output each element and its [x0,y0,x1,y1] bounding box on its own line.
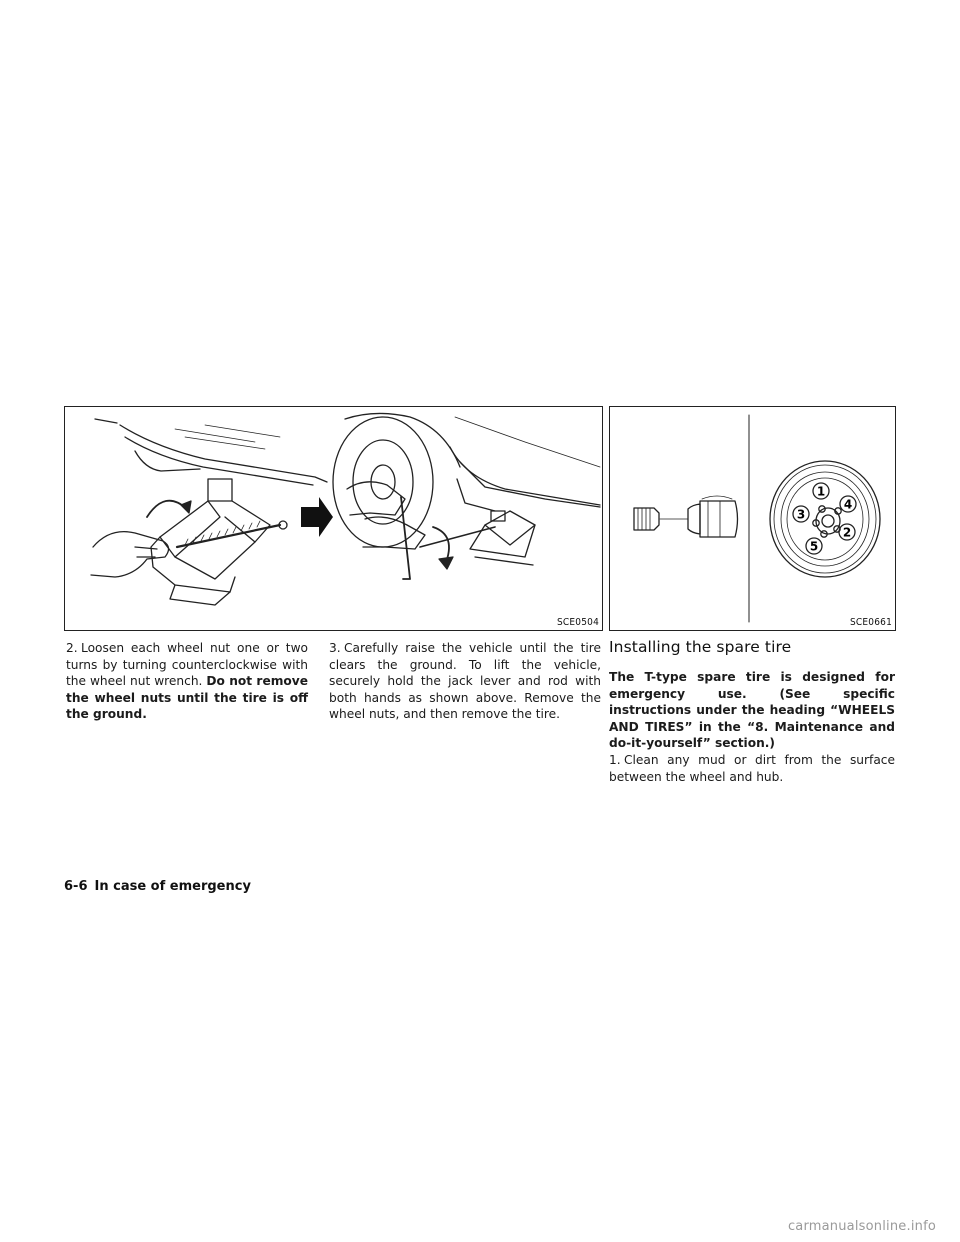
watermark: carmanualsonline.info [787,1219,936,1234]
intro-paragraph: The T-type spare tire is designed for emergency use. (See specific instructions under the heading “WHEELS AND TIRES” in the “8. Maintenance and do-it-yourself” section.) [609,670,895,751]
section-heading: Installing the spare tire [609,638,792,656]
step-text: Clean any mud or dirt from the surface between the wheel and hub. [609,752,895,784]
step-number: 1. [609,752,621,767]
nut-label-3: 3 [796,507,806,522]
step-text: Carefully raise the vehicle until the tire clears the ground. To lift the vehicle, securely hold the jack lever and rod with both hands as shown above. Remove the wheel nuts, and then remove the tire. [329,641,601,722]
nut-label-1: 1 [816,484,826,499]
page-number: 6-6 [64,879,88,894]
column-spare-tire [609,669,895,785]
wheel-nut-illustration [610,407,895,630]
step-1 [609,752,895,785]
figure-code: SCE0661 [850,617,892,628]
step-number: 3. [329,641,341,655]
jack-illustration [65,407,602,630]
step-2 [66,640,308,723]
nut-label-2: 2 [842,525,852,540]
step-number: 2. [66,641,78,655]
wheel-nut-figure [609,406,896,631]
page-footer [64,879,251,894]
step-text: Loosen each wheel nut one or two turns by turning counterclockwise with the wheel nut wrench. [66,641,308,689]
nut-label-4: 4 [843,497,853,512]
section-title: In case of emergency [94,879,251,894]
step-warning: Do not remove the wheel nuts until the tire is off the ground. [66,674,308,722]
column-step-2 [66,640,308,723]
figure-code: SCE0504 [557,617,599,628]
jack-illustration-figure [64,406,603,631]
step-3 [329,640,601,723]
nut-label-5: 5 [809,539,819,554]
column-step-3 [329,640,601,723]
